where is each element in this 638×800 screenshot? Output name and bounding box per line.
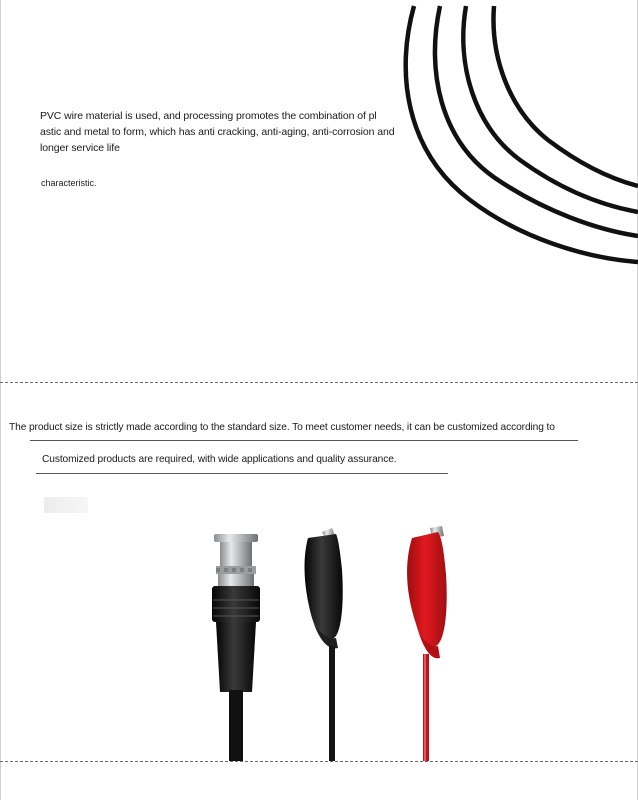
characteristic-label: characteristic. <box>41 178 97 188</box>
black-alligator-clip <box>305 528 343 761</box>
material-description: PVC wire material is used, and processing promotes the combination of pl astic and metal to form, which has anti cracking, anti-aging, anti-corrosion and longer service life <box>40 110 395 154</box>
bnc-connector <box>212 534 260 761</box>
customized-products-text: Customized products are required, with wide applications and quality assurance. <box>42 454 397 465</box>
bottom-divider <box>0 761 638 762</box>
customized-products-underline <box>36 473 448 474</box>
faint-watermark <box>44 497 88 513</box>
standard-size-underline <box>30 440 578 441</box>
red-alligator-clip <box>407 526 447 761</box>
standard-size-text: The product size is strictly made according to the standard size. To meet customer needs, it can be customized according to <box>9 422 555 433</box>
bnc-alligator-cable-image <box>180 520 480 761</box>
